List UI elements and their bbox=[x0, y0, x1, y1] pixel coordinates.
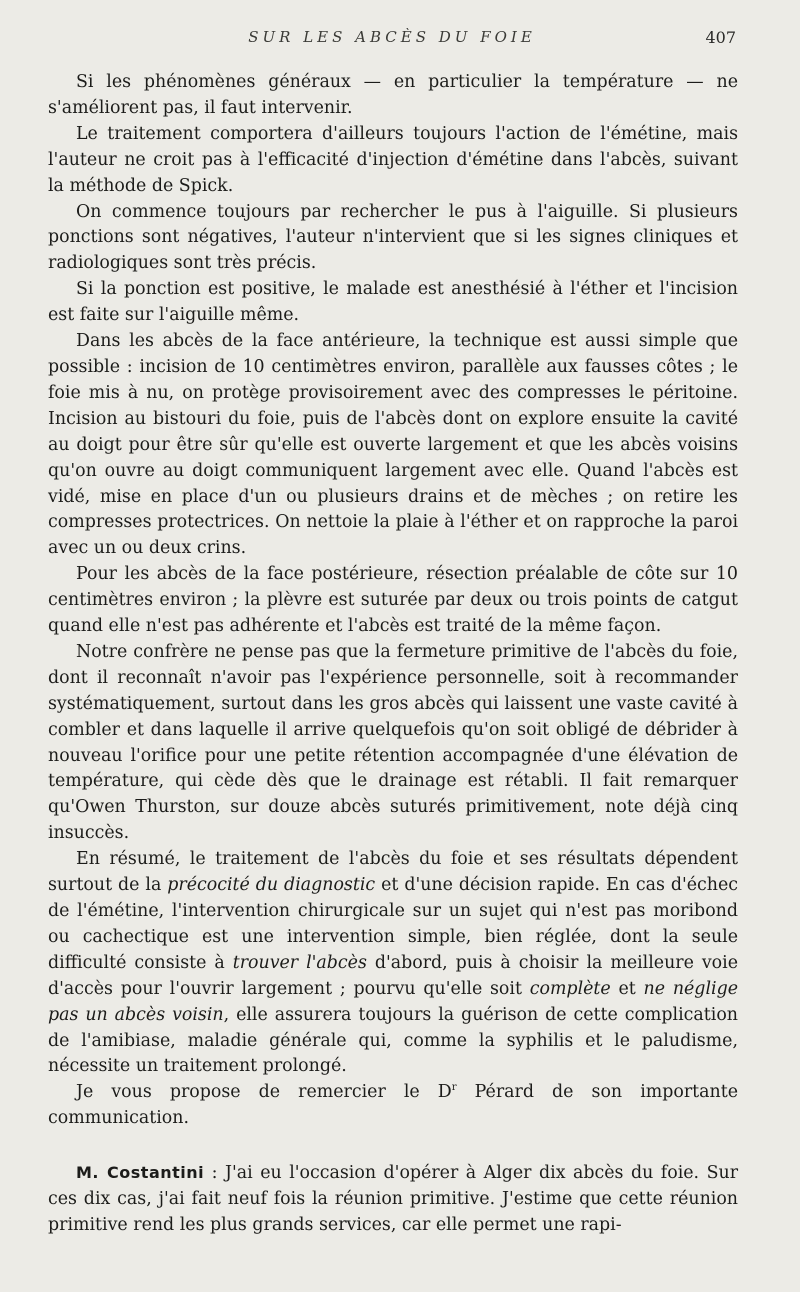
page-number: 407 bbox=[705, 28, 736, 47]
text-run: , elle assurera toujours la guérison de cette complication de l'amibiase, maladie générale qui, comme la syphilis et le paludisme, nécessite un traitement prolongé. bbox=[48, 1004, 738, 1077]
italic-phrase: ne néglige pas un abcès voisin bbox=[48, 978, 738, 1025]
text-run: et bbox=[618, 978, 636, 999]
text-run: Pérard de son importante communication. bbox=[48, 1082, 739, 1129]
italic-phrase: complète bbox=[529, 978, 611, 999]
italic-phrase: précocité du diagnostic bbox=[167, 875, 376, 896]
text-run: : J'ai eu l'occasion d'opérer à Alger dix abcès du foie. Sur ces dix cas, j'ai fait neuf fois la réunion primitive. J'estime que cette réunion primitive rend les plus grands services, car elle permet une rapi- bbox=[48, 1163, 739, 1235]
paragraph: Si la ponction est positive, le malade est anesthésié à l'éther et l'incision est faite sur l'aiguille même. bbox=[48, 279, 738, 326]
page-header bbox=[48, 28, 736, 52]
paragraph-closing bbox=[48, 1080, 738, 1132]
paragraph: Pour les abcès de la face postérieure, résection préalable de côte sur 10 centimètres environ ; la plèvre est suturée par deux ou trois points de catgut quand elle n'est pas adhérente et l'abcès est traité de la même façon. bbox=[48, 564, 738, 637]
text-run: En résumé, le traitement de l'abcès du foie et ses résultats dépendent surtout de la bbox=[48, 849, 738, 896]
paragraph: Dans les abcès de la face antérieure, la technique est aussi simple que possible : incision de 10 centimètres environ, parallèle aux fausses côtes ; le foie mis à nu, on protège provisoirement avec des compresses le péritoine. Incision au bistouri du foie, puis de l'abcès dont on explore ensuite la cavité au doigt pour être sûr qu'elle est ouverte largement et que les abcès voisins qu'on ouvre au doigt communiquent largement avec elle. Quand l'abcès est vidé, mise en place d'un ou plusieurs drains et de mèches ; on retire les compresses protectrices. On nettoie la plaie à l'éther et on rapproche la paroi avec un ou deux crins. bbox=[48, 331, 738, 559]
paragraph: Si les phénomènes généraux — en particulier la température — ne s'améliorent pas, il faut intervenir. bbox=[48, 72, 738, 118]
paragraph: Notre confrère ne pense pas que la fermeture primitive de l'abcès du foie, dont il reconnaît n'avoir pas l'expérience personnelle, soit à recommander systématiquement, surtout dans les gros abcès qui laissent une vaste cavité à combler et dans laquelle il arrive quelquefois qu'on soit obligé de débrider à nouveau l'orifice pour une petite rétention accompagnée d'une élévation de température, qui cède dès que le drainage est rétabli. Il fait remarquer qu'Owen Thurston, sur douze abcès suturés primitivement, note déjà cinq insuccès. bbox=[48, 641, 738, 844]
superscript: r bbox=[451, 1082, 457, 1094]
speaker-name: M. Costantini bbox=[76, 1163, 205, 1183]
text-run: d'abord, puis à choisir la meilleure voie d'accès pour l'ouvrir largement ; pourvu qu'elle soit bbox=[48, 952, 738, 999]
body-text bbox=[48, 70, 738, 1239]
text-run: Je vous propose de remercier le D bbox=[76, 1082, 452, 1103]
text-run: et d'une décision rapide. En cas d'échec de l'émétine, l'intervention chirurgicale sur un sujet qui n'est pas moribond ou cachectique est une intervention simple, bien réglée, dont la seule difficulté consiste à bbox=[48, 875, 738, 973]
running-title: SUR LES ABCÈS DU FOIE bbox=[248, 28, 536, 46]
italic-phrase: trouver l'abcès bbox=[232, 952, 367, 973]
paragraph: Le traitement comportera d'ailleurs toujours l'action de l'émétine, mais l'auteur ne croit pas à l'efficacité d'injection d'émétine dans l'abcès, suivant la méthode de Spick. bbox=[48, 123, 738, 196]
paragraph: On commence toujours par rechercher le pus à l'aiguille. Si plusieurs ponctions sont négatives, l'auteur n'intervient que si les signes cliniques et radiologiques sont très précis. bbox=[48, 201, 738, 274]
paragraph-summary bbox=[48, 847, 738, 1080]
paragraph-speaker bbox=[48, 1160, 738, 1239]
